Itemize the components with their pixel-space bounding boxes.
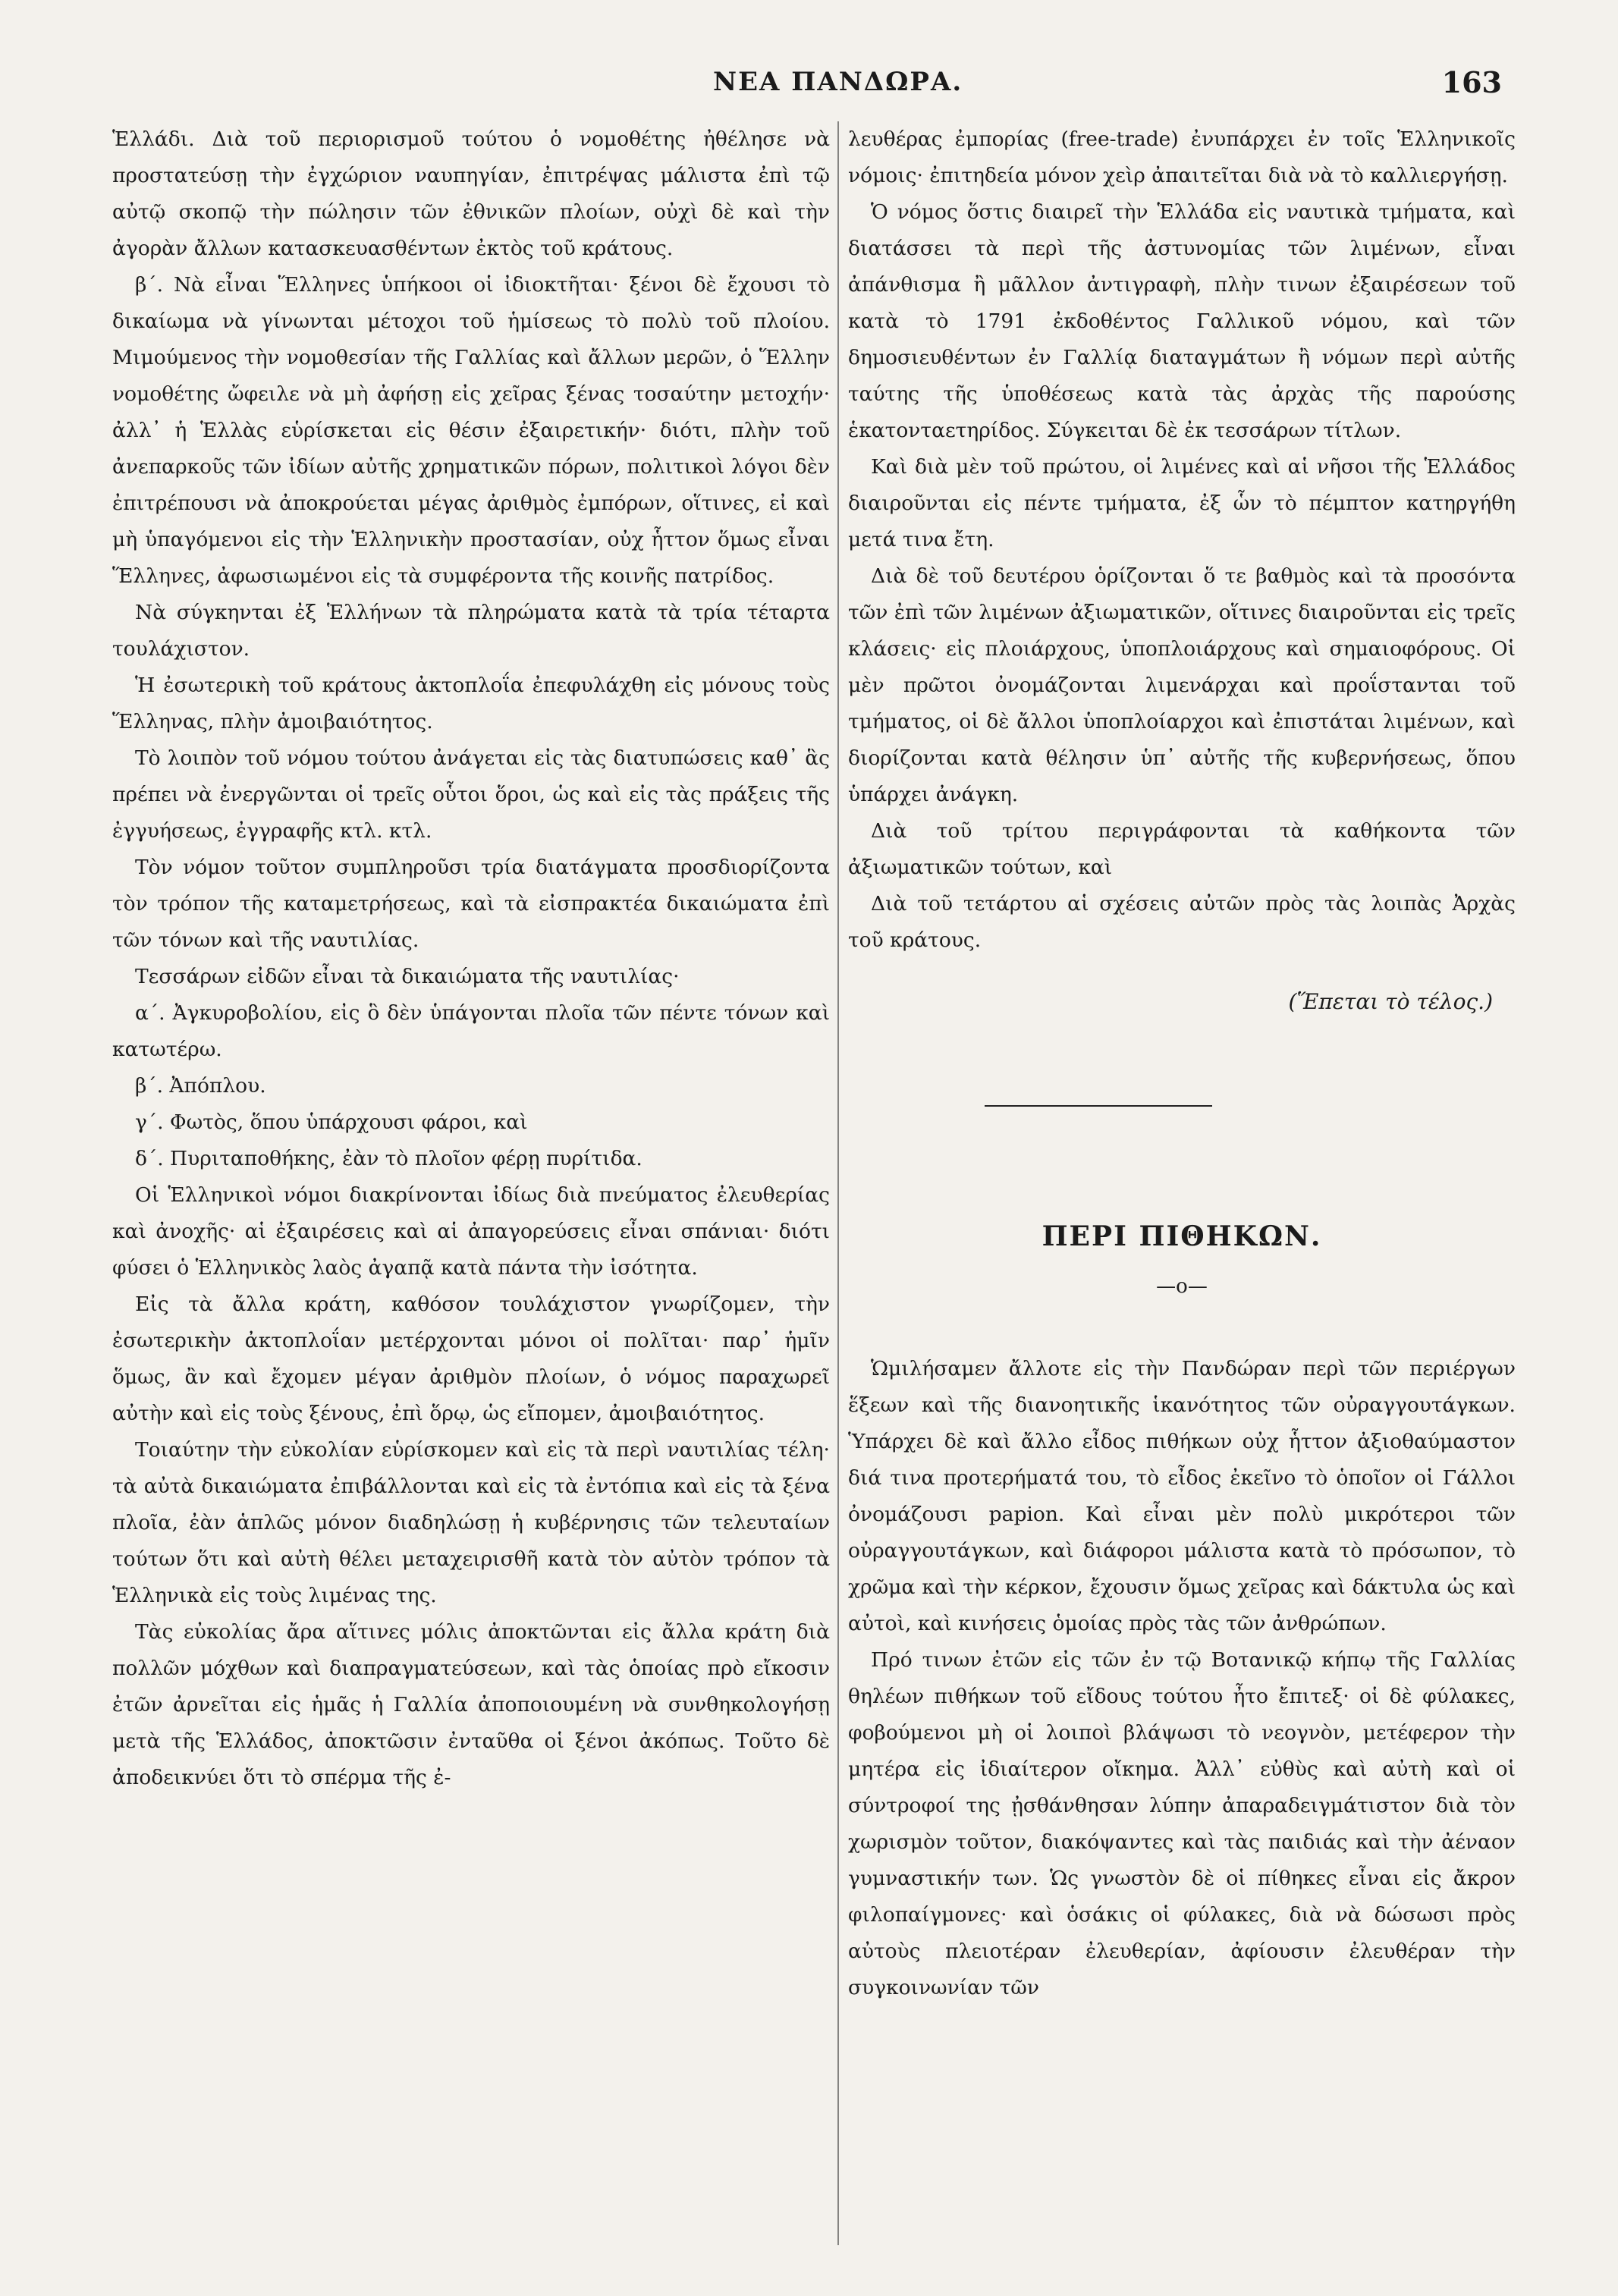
left-paragraph: Εἰς τὰ ἄλλα κράτη, καθόσον τουλάχιστον γνωρίζομεν, τὴν ἐσωτερικὴν ἀκτοπλοΐαν μετέρχονται μόνοι οἱ πολῖται· παρ᾽ ἡμῖν ὅμως, ἂν καὶ ἔχομεν μέγαν ἀριθμὸν πλοίων, ὁ νόμος παραχωρεῖ αὐτὴν καὶ εἰς τοὺς ξένους, ἐπὶ ὅρῳ, ὡς εἴπομεν, ἀμοιβαιότητος. xyxy=(112,1292,830,1425)
page-number: 163 xyxy=(1441,65,1502,99)
right-paragraph: Διὰ τοῦ τρίτου περιγράφονται τὰ καθήκοντα τῶν ἀξιωματικῶν τούτων, καὶ xyxy=(848,819,1516,879)
left-paragraph: Τεσσάρων εἰδῶν εἶναι τὰ δικαιώματα τῆς ναυτιλίας· xyxy=(135,965,680,988)
left-paragraph: β΄. Νὰ εἶναι Ἕλληνες ὑπήκοοι οἱ ἰδιοκτῆται· ξένοι δὲ ἔχουσι τὸ δικαίωμα νὰ γίνωνται μέτοχοι τοῦ ἡμίσεως τὸ πολὺ τοῦ πλοίου. Μιμούμενος τὴν νομοθεσίαν τῆς Γαλλίας καὶ ἄλλων μερῶν, ὁ Ἕλλην νομοθέτης ὤφειλε νὰ μὴ ἀφήσῃ εἰς χεῖρας ξένας τοσαύτην μετοχήν· ἀλλ᾽ ἡ Ἑλλὰς εὑρίσκεται εἰς θέσιν ἐξαιρετικήν· διότι, πλὴν τοῦ ἀνεπαρκοῦς τῶν ἰδίων αὐτῆς χρηματικῶν πόρων, πολιτικοὶ λόγοι δὲν ἐπιτρέπουσι νὰ ἀποκρούεται μέγας ἀριθμὸς ἐμπόρων, οἵτινες, εἰ καὶ μὴ ὑπαγόμενοι εἰς τὴν Ἑλληνικὴν προστασίαν, οὐχ ἧττον ὅμως εἶναι Ἕλληνες, ἀφωσιωμένοι εἰς τὰ συμφέροντα τῆς κοινῆς πατρίδος. xyxy=(112,273,830,588)
title-ornament: —o— xyxy=(1156,1275,1208,1298)
column-divider xyxy=(837,121,839,2245)
left-paragraph: Οἱ Ἑλληνικοὶ νόμοι διακρίνονται ἰδίως διὰ πνεύματος ἐλευθερίας καὶ ἀνοχῆς· αἱ ἐξαιρέσεις καὶ αἱ ἀπαγορεύσεις εἶναι σπάνιαι· διότι φύσει ὁ Ἑλληνικὸς λαὸς ἀγαπᾷ κατὰ πάντα τὴν ἰσότητα. xyxy=(112,1183,830,1280)
left-paragraph: Τὸ λοιπὸν τοῦ νόμου τούτου ἀνάγεται εἰς τὰς διατυπώσεις καθ᾽ ἃς πρέπει νὰ ἐνεργῶνται οἱ τρεῖς οὗτοι ὅροι, ὡς καὶ εἰς τὰς πράξεις τῆς ἐγγυήσεως, ἐγγραφῆς κτλ. κτλ. xyxy=(112,746,830,843)
left-list-item: α΄. Ἀγκυροβολίου, εἰς ὃ δὲν ὑπάγονται πλοῖα τῶν πέντε τόνων καὶ κατωτέρω. xyxy=(112,1001,830,1061)
left-list-item: γ΄. Φωτὸς, ὅπου ὑπάρχουσι φάροι, καὶ xyxy=(135,1110,528,1134)
right-paragraph: Καὶ διὰ μὲν τοῦ πρώτου, οἱ λιμένες καὶ αἱ νῆσοι τῆς Ἑλλάδος διαιροῦνται εἰς πέντε τμήματα, ἐξ ὧν τὸ πέμπτον κατηργήθη μετά τινα ἔτη. xyxy=(848,455,1516,551)
article-paragraph: Πρό τινων ἐτῶν εἰς τῶν ἐν τῷ Βοτανικῷ κήπῳ τῆς Γαλλίας θηλέων πιθήκων τοῦ εἴδους τούτου ἦτο ἔπιτεξ· οἱ δὲ φύλακες, φοβούμενοι μὴ οἱ λοιποὶ βλάψωσι τὸ νεογνὸν, μετέφερον τὴν μητέρα εἰς ἰδιαίτερον οἴκημα. Ἀλλ᾽ εὐθὺς καὶ αὐτὴ καὶ οἱ σύντροφοί της ᾐσθάνθησαν λύπην ἀπαραδειγμάτιστον διὰ τὸν χωρισμὸν τοῦτον, διακόψαντες καὶ τὰς παιδιάς καὶ τὴν ἀέναον γυμναστικήν των. Ὡς γνωστὸν δὲ οἱ πίθηκες εἶναι εἰς ἄκρον φιλοπαίγμονες· καὶ ὁσάκις οἱ φύλακες, διὰ νὰ δώσωσι πρὸς αὐτοὺς πλειοτέραν ἐλευθερίαν, ἀφίουσιν ἐλευθέραν τὴν συγκοινωνίαν τῶν xyxy=(848,1648,1516,1999)
continued-note: (Ἕπεται τὸ τέλος.) xyxy=(1288,989,1493,1014)
right-column xyxy=(848,121,1516,2260)
right-paragraph: Διὰ τοῦ τετάρτου αἱ σχέσεις αὐτῶν πρὸς τὰς λοιπὰς Ἀρχὰς τοῦ κράτους. xyxy=(848,892,1516,952)
right-paragraph: λευθέρας ἐμπορίας (free-trade) ἐνυπάρχει ἐν τοῖς Ἑλληνικοῖς νόμοις· ἐπιτηδεία μόνον χεὶρ ἀπαιτεῖται διὰ νὰ τὸ καλλιεργήσῃ. xyxy=(848,127,1516,187)
right-paragraph: Ὁ νόμος ὅστις διαιρεῖ τὴν Ἑλλάδα εἰς ναυτικὰ τμήματα, καὶ διατάσσει τὰ περὶ τῆς ἀστυνομίας τῶν λιμένων, εἶναι ἀπάνθισμα ἢ μᾶλλον ἀντιγραφὴ, πλὴν τινων ἐξαιρέσεων τοῦ κατὰ τὸ 1791 ἐκδοθέντος Γαλλικοῦ νόμου, καὶ τῶν δημοσιευθέντων ἐν Γαλλίᾳ διαταγμάτων ἢ νόμων περὶ αὐτῆς ταύτης τῆς ὑποθέσεως κατὰ τὰς ἀρχὰς τῆς παρούσης ἑκατονταετηρίδος. Σύγκειται δὲ ἐκ τεσσάρων τίτλων. xyxy=(848,200,1516,442)
running-header: ΝΕΑ ΠΑΝΔΩΡΑ. xyxy=(713,67,963,97)
article-title: ΠΕΡΙ ΠΙΘΗΚΩΝ. xyxy=(1041,1220,1322,1252)
left-list-item: δ΄. Πυριταποθήκης, ἐὰν τὸ πλοῖον φέρῃ πυρίτιδα. xyxy=(135,1147,642,1170)
section-rule xyxy=(985,1105,1212,1107)
left-paragraph: Τὰς εὐκολίας ἄρα αἵτινες μόλις ἀποκτῶνται εἰς ἄλλα κράτη διὰ πολλῶν μόχθων καὶ διαπραγματεύσεων, καὶ τὰς ὁποίας πρὸ εἴκοσιν ἐτῶν ἀρνεῖται εἰς ἡμᾶς ἡ Γαλλία ἀποποιουμένη νὰ συνθηκολογήσῃ μετὰ τῆς Ἑλλάδος, ἀποκτῶσιν ἐνταῦθα οἱ ξένοι ἀκόπως. Τοῦτο δὲ ἀποδεικνύει ὅτι τὸ σπέρμα τῆς ἐ- xyxy=(112,1620,830,1789)
left-column xyxy=(112,121,830,2260)
left-paragraph: Ἡ ἐσωτερικὴ τοῦ κράτους ἀκτοπλοΐα ἐπεφυλάχθη εἰς μόνους τοὺς Ἕλληνας, πλὴν ἀμοιβαιότητος. xyxy=(112,674,830,733)
article-paragraph: Ὡμιλήσαμεν ἄλλοτε εἰς τὴν Πανδώραν περὶ τῶν περιέργων ἕξεων καὶ τῆς διανοητικῆς ἱκανότητος τῶν οὐραγγουτάγκων. Ὑπάρχει δὲ καὶ ἄλλο εἶδος πιθήκων οὐχ ἧττον ἀξιοθαύμαστον διά τινα προτερήματά του, τὸ εἶδος ἐκεῖνο τὸ ὁποῖον οἱ Γάλλοι ὀνομάζουσι papion. Καὶ εἶναι μὲν πολὺ μικρότεροι τῶν οὐραγγουτάγκων, καὶ διάφοροι μάλιστα κατὰ τὸ πρόσωπον, τὸ χρῶμα καὶ τὴν κέρκον, ἔχουσιν ὅμως χεῖρας καὶ δάκτυλα ὡς καὶ αὐτοὶ, καὶ κινήσεις ὁμοίας πρὸς τὰς τῶν ἀνθρώπων. xyxy=(848,1357,1516,1635)
left-paragraph: Νὰ σύγκηνται ἐξ Ἑλλήνων τὰ πληρώματα κατὰ τὰ τρία τέταρτα τουλάχιστον. xyxy=(112,601,830,661)
left-list-item: β΄. Ἀπόπλου. xyxy=(135,1074,266,1098)
left-paragraph: Τοιαύτην τὴν εὐκολίαν εὑρίσκομεν καὶ εἰς τὰ περὶ ναυτιλίας τέλη· τὰ αὐτὰ δικαιώματα ἐπιβάλλονται καὶ εἰς τὰ ἐντόπια καὶ εἰς τὰ ξένα πλοῖα, ἐὰν ἁπλῶς μόνον διαδηλώσῃ ἡ κυβέρνησις τῶν τελευταίων τούτων ὅτι καὶ αὐτὴ θέλει μεταχειρισθῆ κατὰ τὸν αὐτὸν τρόπον τὰ Ἑλληνικὰ εἰς τοὺς λιμένας της. xyxy=(112,1438,830,1607)
right-paragraph: Διὰ δὲ τοῦ δευτέρου ὁρίζονται ὅ τε βαθμὸς καὶ τὰ προσόντα τῶν ἐπὶ τῶν λιμένων ἀξιωματικῶν, οἵτινες διαιροῦνται εἰς τρεῖς κλάσεις· εἰς πλοιάρχους, ὑποπλοιάρχους καὶ σημαιοφόρους. Οἱ μὲν πρῶτοι ὀνομάζονται λιμενάρχαι καὶ προΐστανται τοῦ τμήματος, οἱ δὲ ἄλλοι ὑποπλοίαρχοι καὶ ἐπιστάται λιμένων, καὶ διορίζονται κατὰ θέλησιν ὑπ᾽ αὐτῆς τῆς κυβερνήσεως, ὅπου ὑπάρχει ἀνάγκη. xyxy=(848,564,1516,806)
left-paragraph: Τὸν νόμον τοῦτον συμπληροῦσι τρία διατάγματα προσδιορίζοντα τὸν τρόπον τῆς καταμετρήσεως, καὶ τὰ εἰσπρακτέα δικαιώματα ἐπὶ τῶν τόνων καὶ τῆς ναυτιλίας. xyxy=(112,856,830,952)
left-paragraph: Ἑλλάδι. Διὰ τοῦ περιορισμοῦ τούτου ὁ νομοθέτης ἠθέλησε νὰ προστατεύσῃ τὴν ἐγχώριον ναυπηγίαν, ἐπιτρέψας μάλιστα ἐπὶ τῷ αὐτῷ σκοπῷ τὴν πώλησιν τῶν ἐθνικῶν πλοίων, οὐχὶ δὲ καὶ τὴν ἀγορὰν ἄλλων κατασκευασθέντων ἐκτὸς τοῦ κράτους. xyxy=(112,127,830,260)
